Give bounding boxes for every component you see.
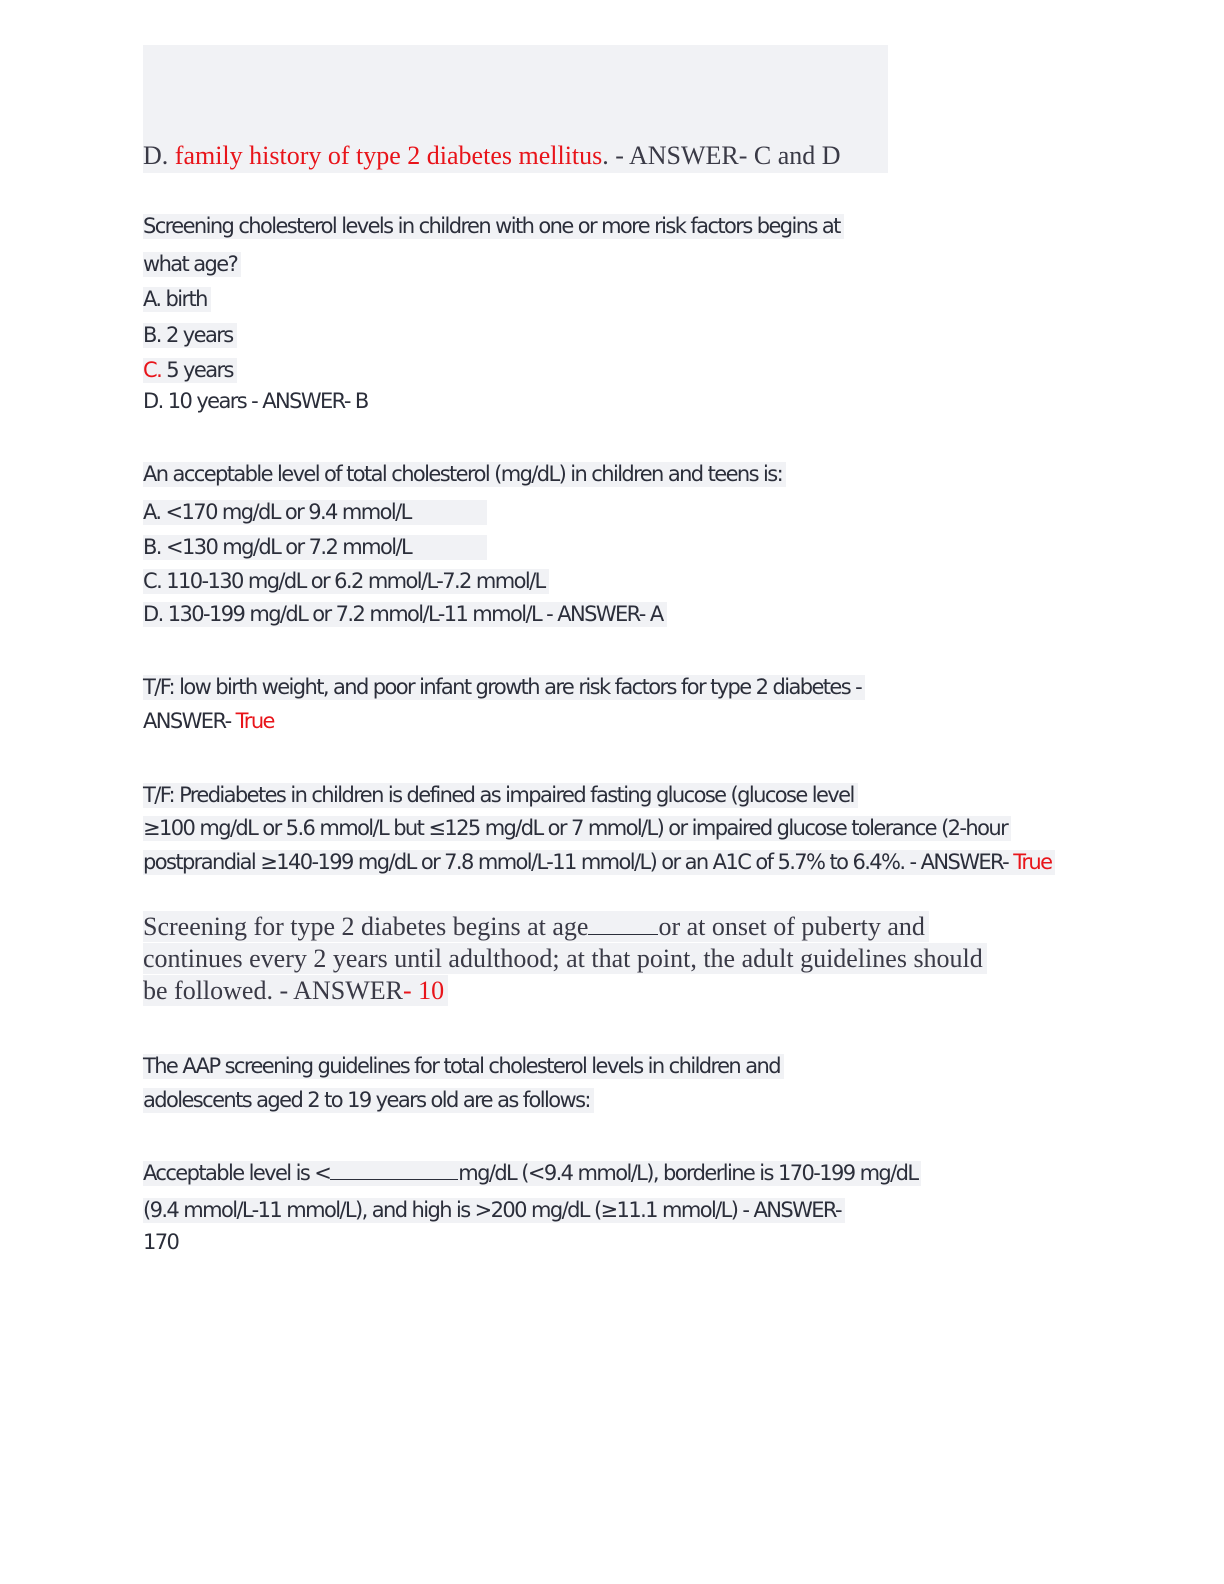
q4-answer-label: ANSWER- (143, 709, 236, 733)
q3-option-c: C. 110-130 mg/dL or 6.2 mmol/L-7.2 mmol/L (143, 569, 549, 594)
q7-line3-suffix: mg/dL (<9.4 mmol/L), borderline is 170-199 mg/dL (458, 1161, 918, 1185)
q6-line2: continues every 2 years until adulthood; at that point, the adult guidelines should (143, 943, 987, 974)
q3-option-a: A. <170 mg/dL or 9.4 mmol/L (143, 500, 487, 525)
q5-line2: ≥100 mg/dL or 5.6 mmol/L but ≤125 mg/dL or 7 mmol/L) or impaired glucose tolerance (2-hour (143, 816, 1011, 841)
q6-blank (588, 933, 658, 935)
q7-line2: adolescents aged 2 to 19 years old are as follows: (143, 1088, 594, 1113)
q6-line1 (143, 911, 929, 942)
q6-line3 (143, 975, 448, 1006)
q4-line1: T/F: low birth weight, and poor infant growth are risk factors for type 2 diabetes - (143, 675, 865, 700)
q4-answer: True (235, 709, 274, 733)
q2-stem-line2: what age? (143, 252, 241, 277)
q6-line1-suffix: or at onset of puberty and (658, 912, 925, 941)
q5-answer: True (1013, 850, 1052, 874)
q2-option-c-letter: C. (143, 358, 162, 382)
q7-line3-prefix: Acceptable level is < (143, 1161, 331, 1185)
q7-line4: (9.4 mmol/L-11 mmol/L), and high is >200 mg/dL (≥11.1 mmol/L) - ANSWER- (143, 1198, 845, 1223)
q5-line3 (143, 850, 1055, 875)
q3-option-d: D. 130-199 mg/dL or 7.2 mmol/L-11 mmol/L - ANSWER- A (143, 602, 667, 627)
q2-option-c (143, 358, 237, 383)
q1-option-d (143, 140, 845, 171)
q7-line1: The AAP screening guidelines for total cholesterol levels in children and (143, 1054, 784, 1079)
q7-blank (330, 1178, 458, 1180)
q7-line3 (143, 1161, 921, 1186)
q3-option-b: B. <130 mg/dL or 7.2 mmol/L (143, 535, 487, 560)
q6-line1-prefix: Screening for type 2 diabetes begins at age (143, 912, 589, 941)
q2-stem-line1: Screening cholesterol levels in children with one or more risk factors begins at (143, 214, 844, 239)
q5-line3-text: postprandial ≥140-199 mg/dL or 7.8 mmol/L-11 mmol/L) or an A1C of 5.7% to 6.4%. - ANSWER- (143, 850, 1014, 874)
q5-line1: T/F: Prediabetes in children is defined as impaired fasting glucose (glucose level (143, 783, 858, 808)
q2-option-d: D. 10 years - ANSWER- B (143, 389, 368, 413)
q2-option-a: A. birth (143, 287, 211, 312)
q1-option-d-suffix: . - ANSWER- C and D (602, 141, 841, 170)
q7-answer: 170 (143, 1230, 179, 1254)
q1-option-d-text: family history of type 2 diabetes mellitus (174, 141, 603, 170)
q1-option-d-prefix: D. (143, 141, 175, 170)
q2-option-b: B. 2 years (143, 323, 237, 348)
q2-option-c-text: 5 years (161, 358, 233, 382)
q4-line2 (143, 709, 278, 734)
q6-line3-text: be followed. - ANSWER (143, 976, 403, 1005)
q3-stem: An acceptable level of total cholesterol (mg/dL) in children and teens is: (143, 462, 786, 487)
q6-answer: - 10 (402, 976, 445, 1005)
